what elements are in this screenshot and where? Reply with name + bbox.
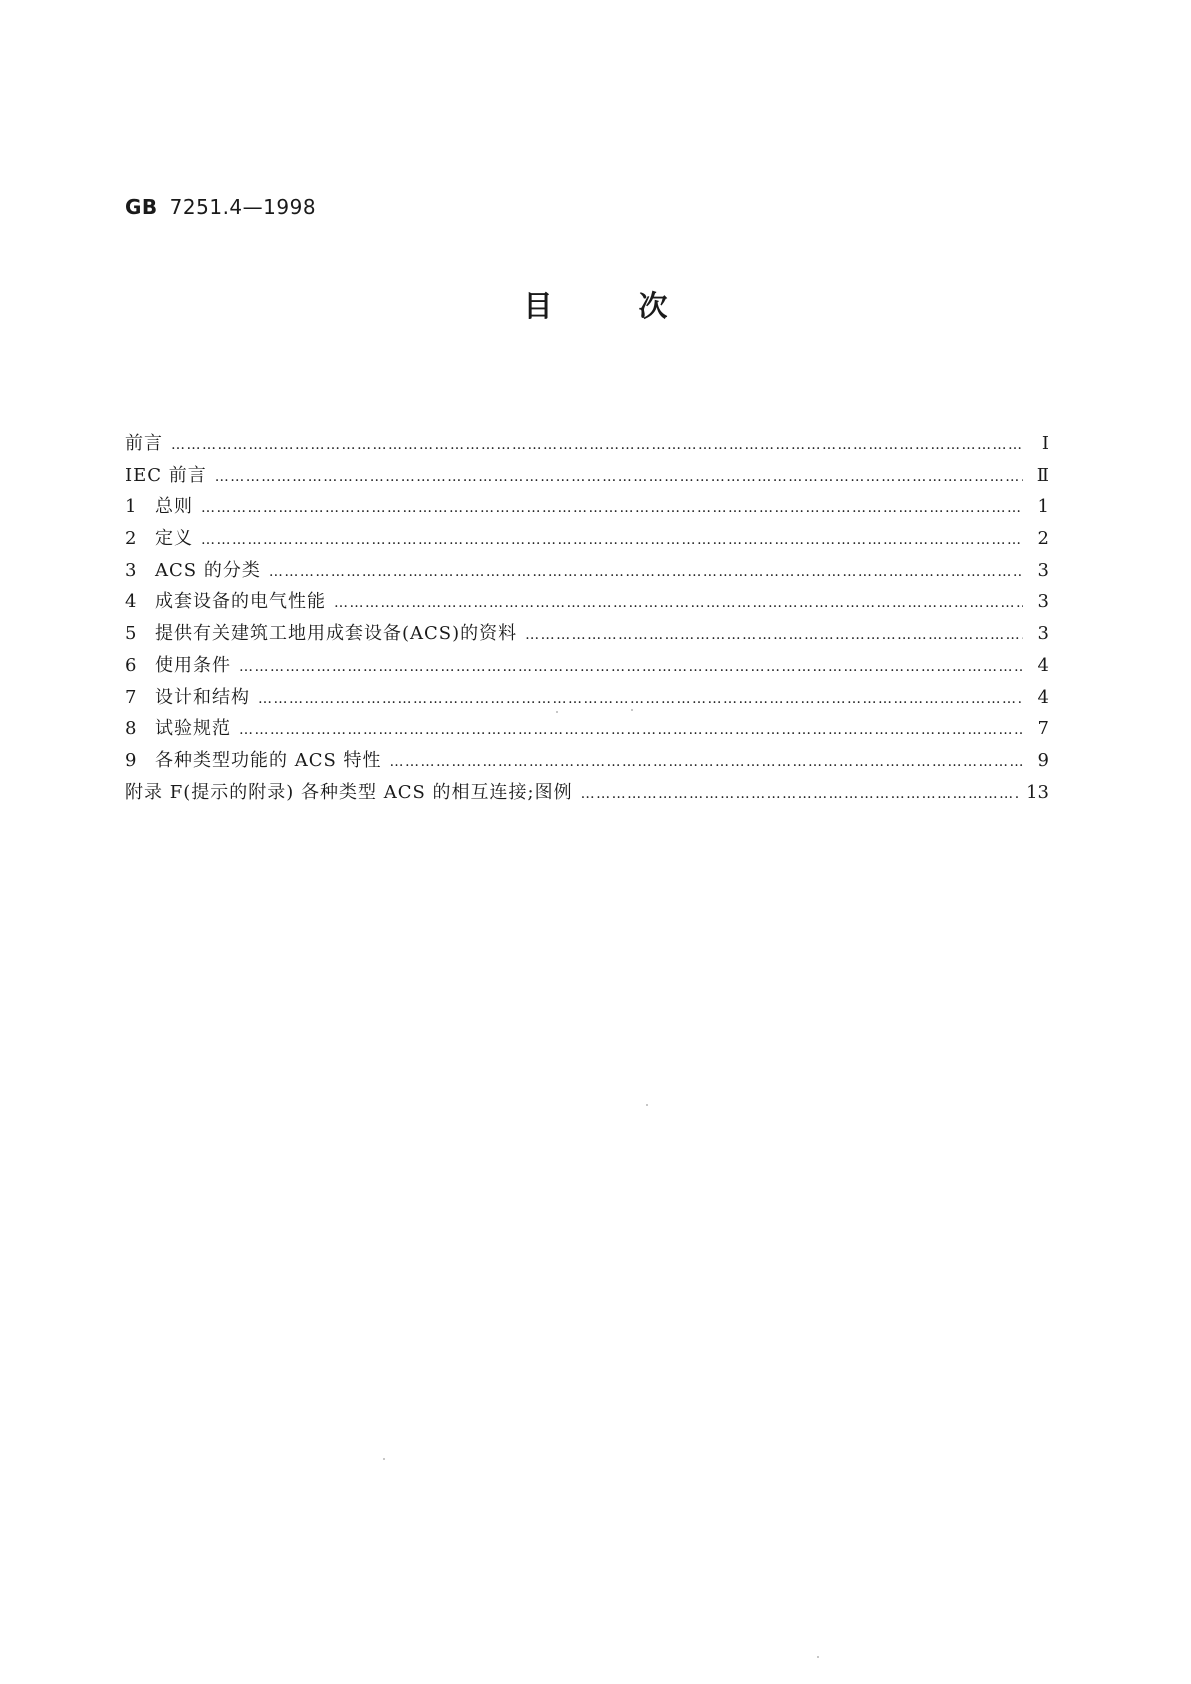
toc-leader-dots [269, 564, 1023, 580]
scan-speck [556, 711, 558, 713]
standard-code: 7251.4—1998 [169, 195, 317, 219]
toc-leader-dots [239, 722, 1023, 738]
toc-leader-dots [334, 595, 1023, 611]
toc-entry-label: 附录 F(提示的附录) 各种类型 ACS 的相互连接;图例 [125, 781, 573, 803]
toc-entry-label: 定义 [155, 528, 193, 550]
toc-leader-dots [215, 469, 1023, 485]
toc-entry-page: 1 [1037, 496, 1049, 518]
toc-entry-1[interactable] [125, 492, 1049, 524]
toc-entry-2[interactable] [125, 524, 1049, 556]
toc-entry-label: 试验规范 [155, 718, 231, 740]
table-of-contents [125, 429, 1049, 809]
toc-entry-label: 各种类型功能的 ACS 特性 [155, 749, 382, 771]
toc-entry-page: 3 [1037, 591, 1049, 613]
toc-entry-number: 4 [125, 591, 137, 613]
toc-entry-label: ACS 的分类 [155, 559, 261, 581]
toc-title [0, 284, 1191, 325]
toc-entry-page: Ⅱ [1036, 464, 1049, 486]
scan-speck [817, 1656, 819, 1658]
toc-leader-dots [390, 754, 1023, 770]
toc-leader-dots [525, 627, 1023, 643]
toc-entry-appendix-f[interactable] [125, 778, 1049, 810]
toc-entry-label: 前言 [125, 433, 163, 454]
toc-leader-dots [239, 659, 1023, 675]
standard-prefix: GB [125, 195, 158, 219]
toc-leader-dots [258, 691, 1023, 707]
toc-entry-foreword[interactable] [125, 429, 1049, 461]
toc-entry-label: 成套设备的电气性能 [155, 591, 326, 613]
toc-entry-7[interactable] [125, 683, 1049, 715]
toc-entry-page: 3 [1037, 623, 1049, 645]
toc-entry-6[interactable] [125, 651, 1049, 683]
toc-entry-page: 3 [1037, 559, 1049, 581]
toc-entry-number: 1 [125, 496, 137, 518]
scan-speck [631, 709, 633, 711]
toc-title-char-1: 目 [523, 289, 553, 323]
toc-entry-8[interactable] [125, 714, 1049, 746]
toc-entry-number: 5 [125, 623, 137, 645]
toc-leader-dots [201, 500, 1023, 516]
toc-entry-label: 提供有关建筑工地用成套设备(ACS)的资料 [155, 623, 518, 645]
toc-entry-number: 3 [125, 559, 137, 581]
toc-entry-page: Ⅰ [1041, 433, 1049, 454]
scan-speck [646, 1104, 648, 1106]
toc-entry-number: 9 [125, 749, 137, 771]
standard-number [125, 195, 316, 219]
toc-entry-number: 7 [125, 686, 137, 708]
toc-entry-page: 2 [1037, 528, 1049, 550]
toc-entry-page: 7 [1037, 718, 1049, 740]
toc-title-char-2: 次 [638, 289, 668, 323]
toc-entry-page: 13 [1026, 781, 1049, 803]
toc-entry-label: 设计和结构 [155, 686, 250, 708]
toc-entry-label: 总则 [155, 496, 193, 518]
toc-entry-4[interactable] [125, 587, 1049, 619]
toc-entry-iec-foreword[interactable] [125, 461, 1049, 493]
toc-leader-dots [581, 786, 1019, 802]
toc-entry-page: 4 [1037, 686, 1049, 708]
toc-entry-number: 8 [125, 718, 137, 740]
toc-entry-page: 4 [1037, 654, 1049, 676]
toc-entry-label: IEC 前言 [125, 464, 207, 486]
toc-entry-page: 9 [1037, 749, 1049, 771]
toc-entry-number: 6 [125, 654, 137, 676]
toc-entry-3[interactable] [125, 556, 1049, 588]
toc-entry-9[interactable] [125, 746, 1049, 778]
toc-entry-label: 使用条件 [155, 654, 231, 676]
toc-leader-dots [171, 437, 1023, 453]
toc-entry-number: 2 [125, 528, 137, 550]
toc-leader-dots [201, 532, 1023, 548]
scan-speck [383, 1458, 385, 1460]
toc-entry-5[interactable] [125, 619, 1049, 651]
